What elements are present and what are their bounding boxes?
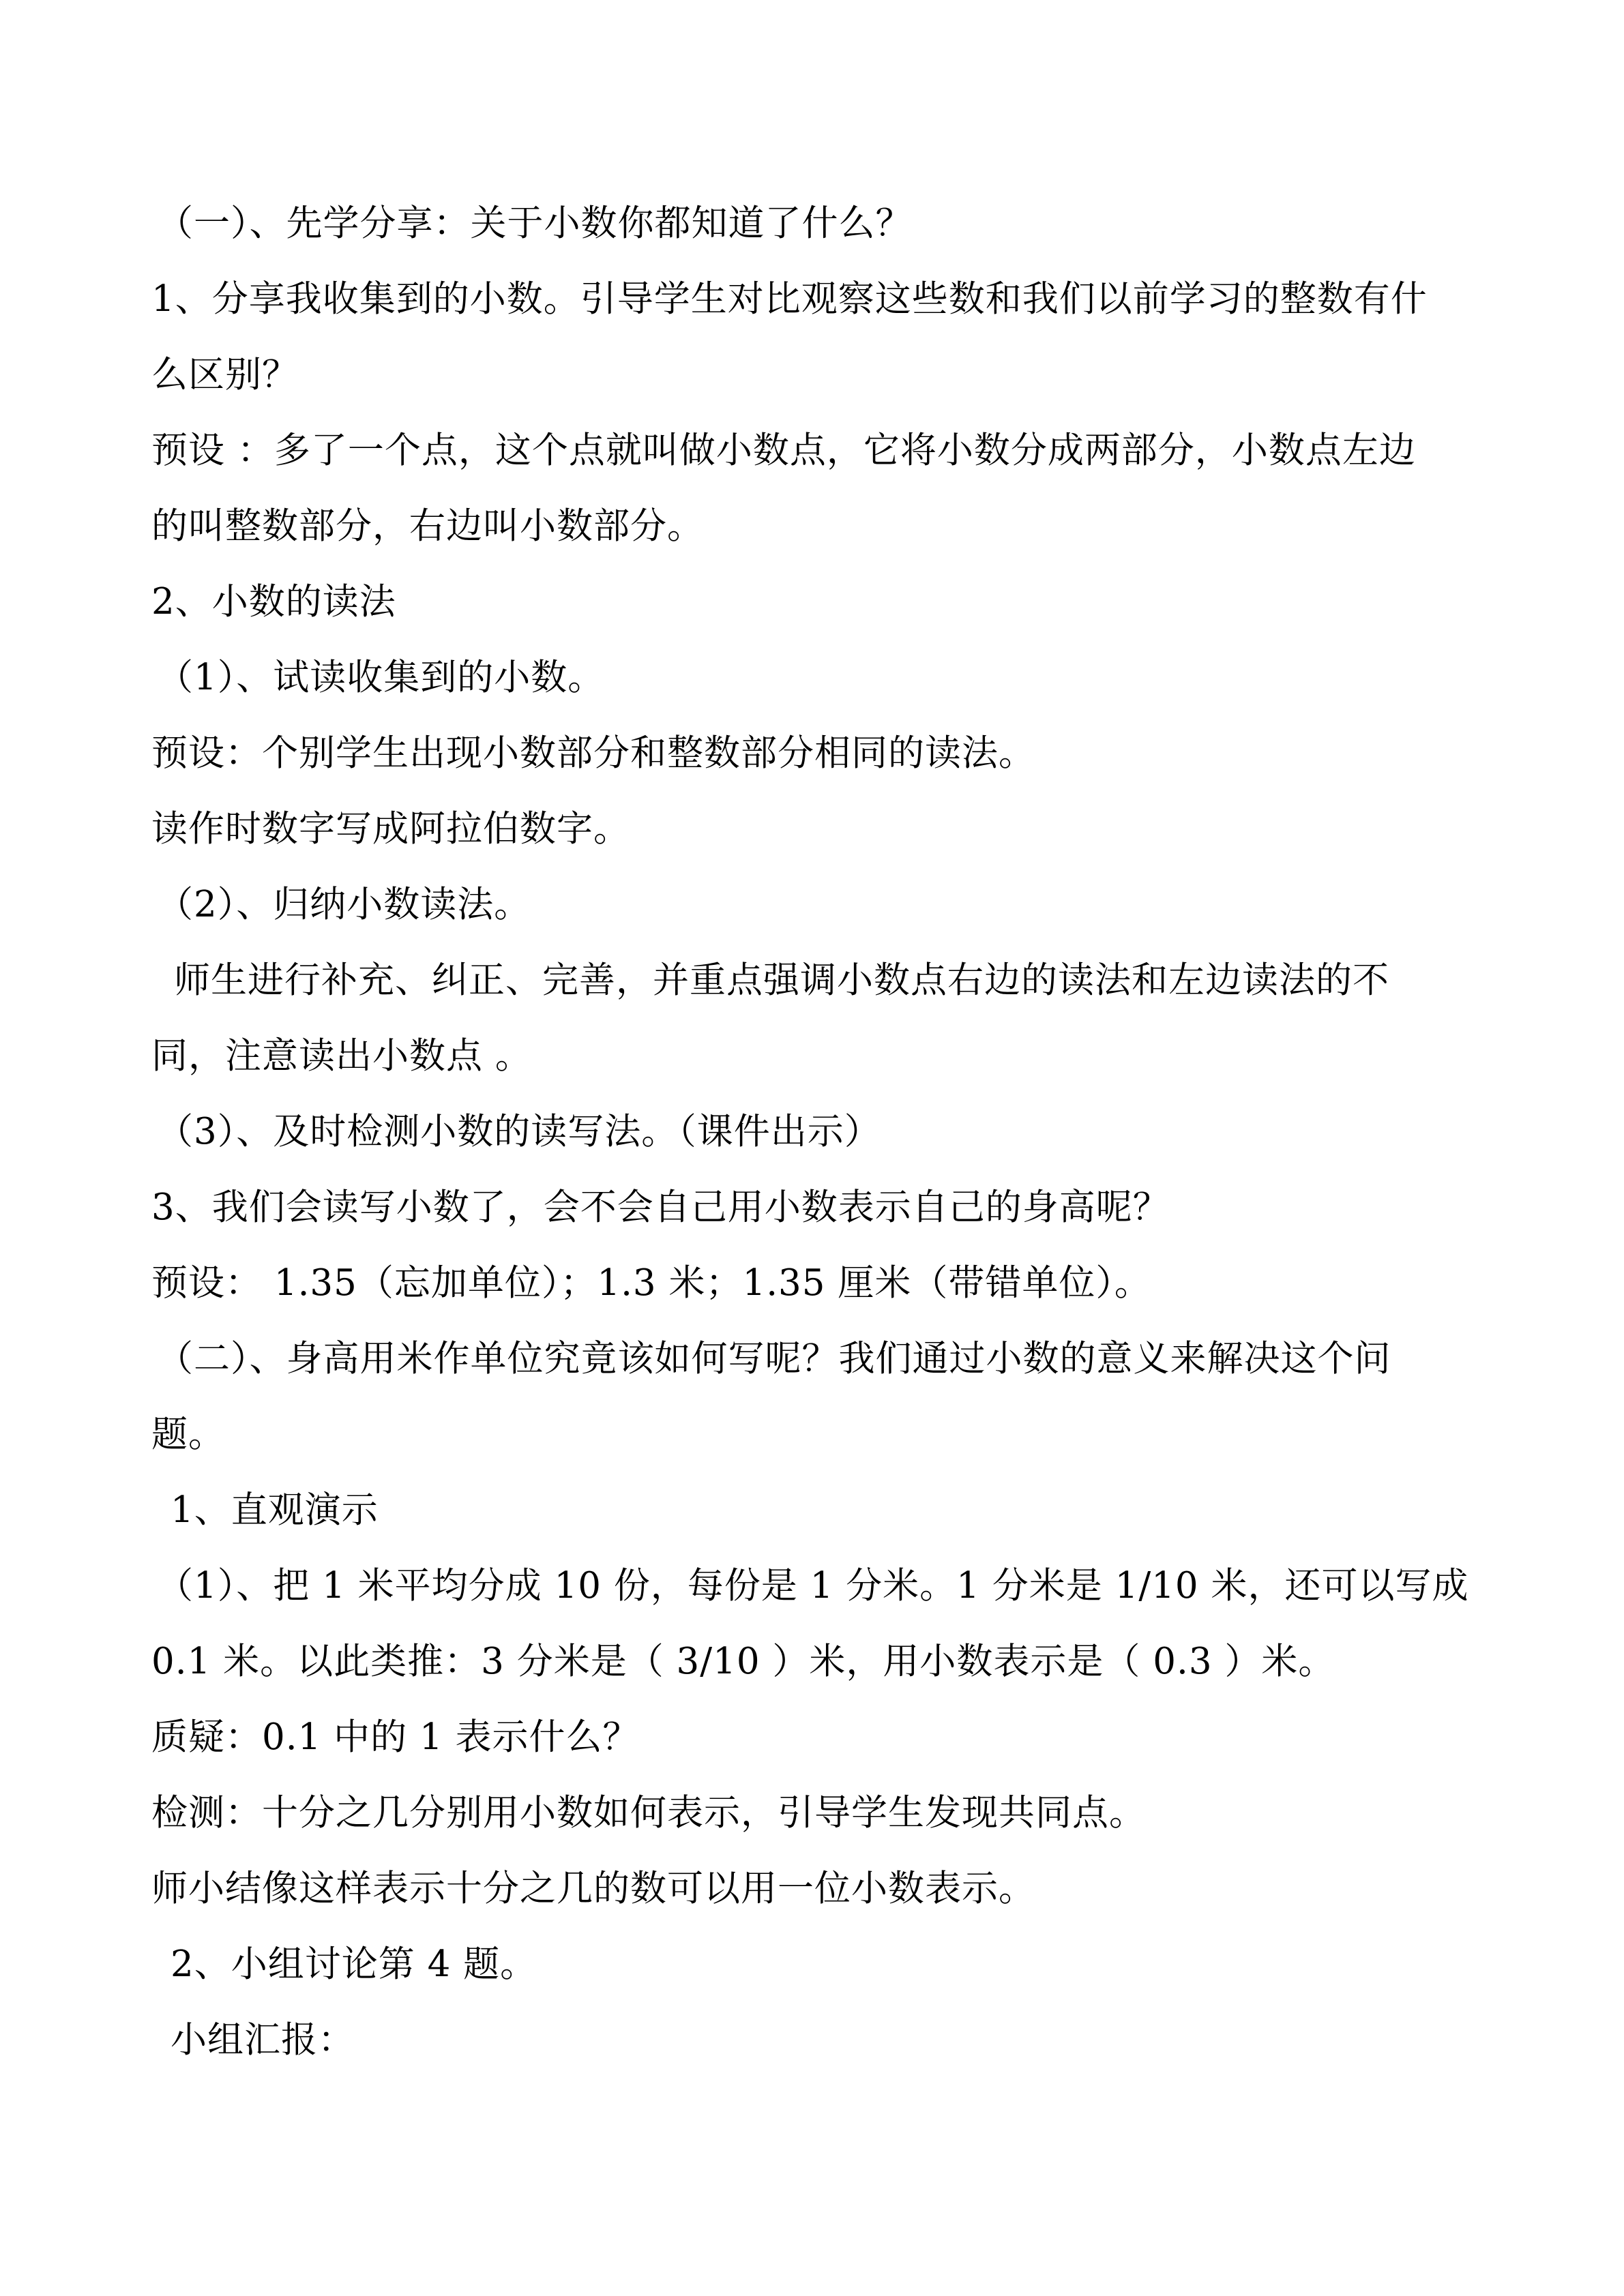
paragraph-line: 的叫整数部分，右边叫小数部分。 xyxy=(151,505,704,547)
section-one-heading: （一）、先学分享：关于小数你都知道了什么？ xyxy=(157,203,913,244)
paragraph-line: 读作时数字写成阿拉伯数字。 xyxy=(151,808,630,850)
paragraph-line: 预设： 1.35（忘加单位）；1.3 米；1.35 厘米（带错单位）。 xyxy=(151,1262,1151,1304)
paragraph-line: 2、小数的读法 xyxy=(151,581,396,623)
paragraph-line: 题。 xyxy=(151,1414,225,1455)
paragraph-line: 预设：个别学生出现小数部分和整数部分相同的读法。 xyxy=(151,732,1035,774)
section-two-heading: （二）、身高用米作单位究竟该如何写呢？我们通过小数的意义来解决这个问 xyxy=(157,1338,1391,1380)
paragraph-line: 同，注意读出小数点 。 xyxy=(151,1035,532,1077)
paragraph-line: 0.1 米。以此类推：3 分米是（ 3/10 ）米，用小数表示是（ 0.3 ）米。 xyxy=(151,1641,1335,1682)
paragraph-line: 预设 ：多了一个点，这个点就叫做小数点，它将小数分成两部分，小数点左边 xyxy=(151,430,1416,471)
paragraph-line: 1、分享我收集到的小数。引导学生对比观察这些数和我们以前学习的整数有什 xyxy=(151,278,1428,320)
paragraph-line: （3）、及时检测小数的读写法。（课件出示） xyxy=(157,1111,881,1152)
paragraph-line: （1）、把 1 米平均分成 10 份，每份是 1 分米。1 分米是 1/10 米，还可以写成 xyxy=(157,1565,1469,1607)
paragraph-line: 么区别？ xyxy=(151,354,299,396)
paragraph-line: （2）、归纳小数读法。 xyxy=(157,884,531,925)
paragraph-line: 检测：十分之几分别用小数如何表示，引导学生发现共同点。 xyxy=(151,1792,1146,1834)
paragraph-line: （1）、试读收集到的小数。 xyxy=(157,657,605,698)
paragraph-line: 3、我们会读写小数了，会不会自己用小数表示自己的身高呢？ xyxy=(151,1187,1170,1228)
paragraph-line: 师小结像这样表示十分之几的数可以用一位小数表示。 xyxy=(151,1868,1035,1909)
paragraph-line: 质疑：0.1 中的 1 表示什么？ xyxy=(151,1716,640,1758)
paragraph-line: 1、直观演示 xyxy=(171,1489,379,1531)
paragraph-line: 2、小组讨论第 4 题。 xyxy=(171,1943,537,1985)
paragraph-line: 师生进行补充、纠正、完善，并重点强调小数点右边的读法和左边读法的不 xyxy=(174,959,1389,1001)
paragraph-line: 小组汇报： xyxy=(171,2019,355,2061)
